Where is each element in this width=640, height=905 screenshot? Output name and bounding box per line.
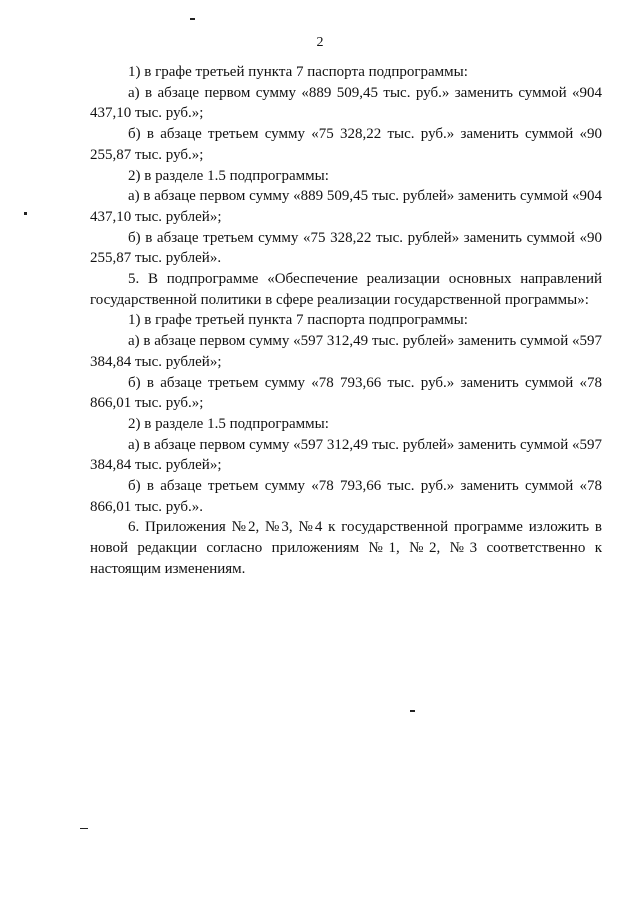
paragraph-amend-b-4: б) в абзаце третьем сумму «78 793,66 тыс. руб.» заменить суммой «78 866,01 тыс. руб.».	[90, 478, 602, 515]
paragraph-amend-a-3: а) в абзаце первом сумму «597 312,49 тыс. рублей» заменить суммой «597 384,84 тыс. рублей»;	[90, 333, 602, 370]
page-number: 2	[316, 35, 324, 50]
document-body	[90, 62, 602, 580]
paragraph-passport-header-2: 1) в графе третьей пункта 7 паспорта подпрограммы:	[128, 312, 468, 329]
paragraph-amend-a-1: а) в абзаце первом сумму «889 509,45 тыс. руб.» заменить суммой «904 437,10 тыс. руб.»;	[90, 84, 602, 122]
scan-speck	[190, 18, 195, 20]
paragraph-amend-b-2: б) в абзаце третьем сумму «75 328,22 тыс. рублей» заменить суммой «90 255,87 тыс. рублей».	[90, 229, 602, 267]
paragraph-amend-a-2: а) в абзаце первом сумму «889 509,45 тыс. рублей» заменить суммой «904 437,10 тыс. рублей»;	[90, 188, 602, 225]
scan-speck	[410, 710, 415, 712]
paragraph-amend-a-4: а) в абзаце первом сумму «597 312,49 тыс. рублей» заменить суммой «597 384,84 тыс. рублей»;	[90, 436, 602, 474]
scan-speck	[24, 212, 27, 215]
paragraph-amend-b-3: б) в абзаце третьем сумму «78 793,66 тыс. руб.» заменить суммой «78 866,01 тыс. руб.»;	[90, 374, 602, 412]
paragraph-item-6: 6. Приложения №2, №3, №4 к государственной программе изложить в новой редакции согласно приложениям №1, №2, №3 соответственно к настоящим изменениям.	[90, 519, 602, 577]
paragraph-section-header-1: 2) в разделе 1.5 подпрограммы:	[128, 167, 329, 184]
paragraph-section-header-2: 2) в разделе 1.5 подпрограммы:	[128, 415, 329, 432]
paragraph-amend-b-1: б) в абзаце третьем сумму «75 328,22 тыс. руб.» заменить суммой «90 255,87 тыс. руб.»;	[90, 126, 602, 163]
paragraph-passport-header-1: 1) в графе третьей пункта 7 паспорта подпрограммы:	[128, 64, 468, 80]
paragraph-item-5: 5. В подпрограмме «Обеспечение реализации основных направлений государственной политики в сфере реализации государственной программы»:	[90, 271, 602, 308]
scan-speck	[80, 828, 88, 829]
